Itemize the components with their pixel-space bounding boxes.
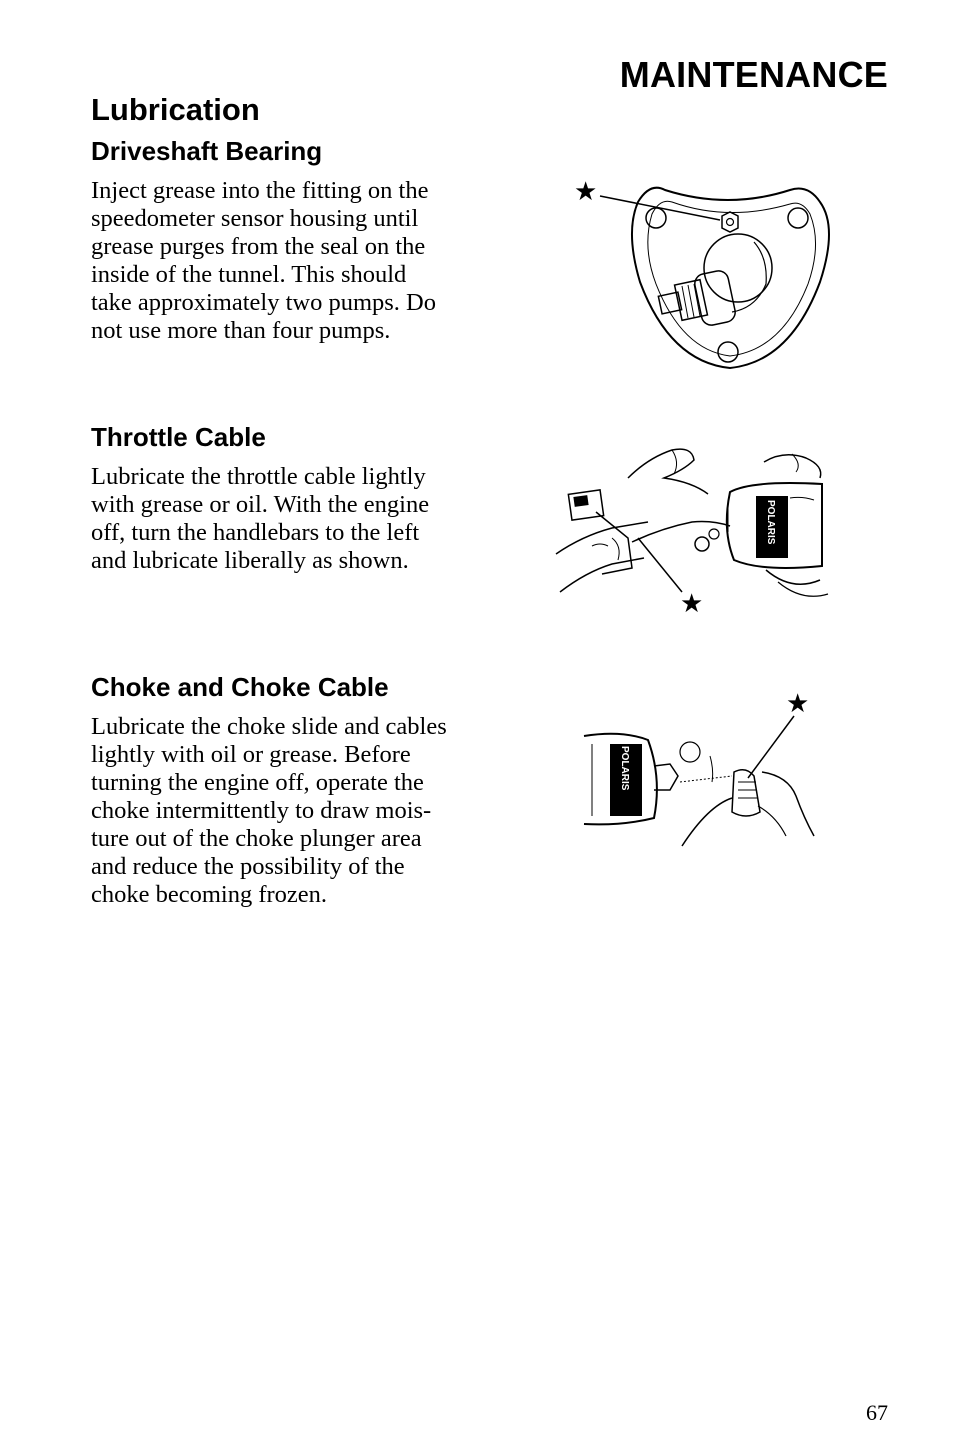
body-throttle-cable: Lubricate the throttle cable lightly with grease or oil. With the engine off, turn the handlebars to the left and lubricate liberally as shown. <box>91 463 430 574</box>
marker-star-icon: ★ <box>680 589 704 618</box>
polaris-logo: POLARIS <box>619 746 630 791</box>
body-driveshaft-bearing: Inject grease into the fitting on the speedometer sensor housing until grease purges from the seal on the inside of the tunnel. This should take approximately two pumps. Do not use more than four pumps. <box>91 177 436 344</box>
heading-throttle-cable: Throttle Cable <box>91 422 266 452</box>
section-header: MAINTENANCE <box>619 54 888 95</box>
polaris-logo: POLARIS <box>765 500 776 545</box>
marker-star-icon: ★ <box>574 177 598 207</box>
figure-choke-cable <box>582 686 828 856</box>
figure-speedometer-housing <box>570 172 840 382</box>
page-title: Lubrication <box>91 92 260 127</box>
heading-driveshaft-bearing: Driveshaft Bearing <box>91 136 323 166</box>
body-choke-cable: Lubricate the choke slide and cables lightly with oil or grease. Before turning the engine off, operate the choke intermittently to draw mois- ture out of the choke plunger area and reduce the possibility of the choke becoming frozen. <box>91 713 447 908</box>
figure-throttle-cable <box>552 442 832 618</box>
heading-choke-cable: Choke and Choke Cable <box>91 672 389 702</box>
page-number: 67 <box>866 1400 888 1425</box>
marker-star-icon: ★ <box>786 689 810 719</box>
